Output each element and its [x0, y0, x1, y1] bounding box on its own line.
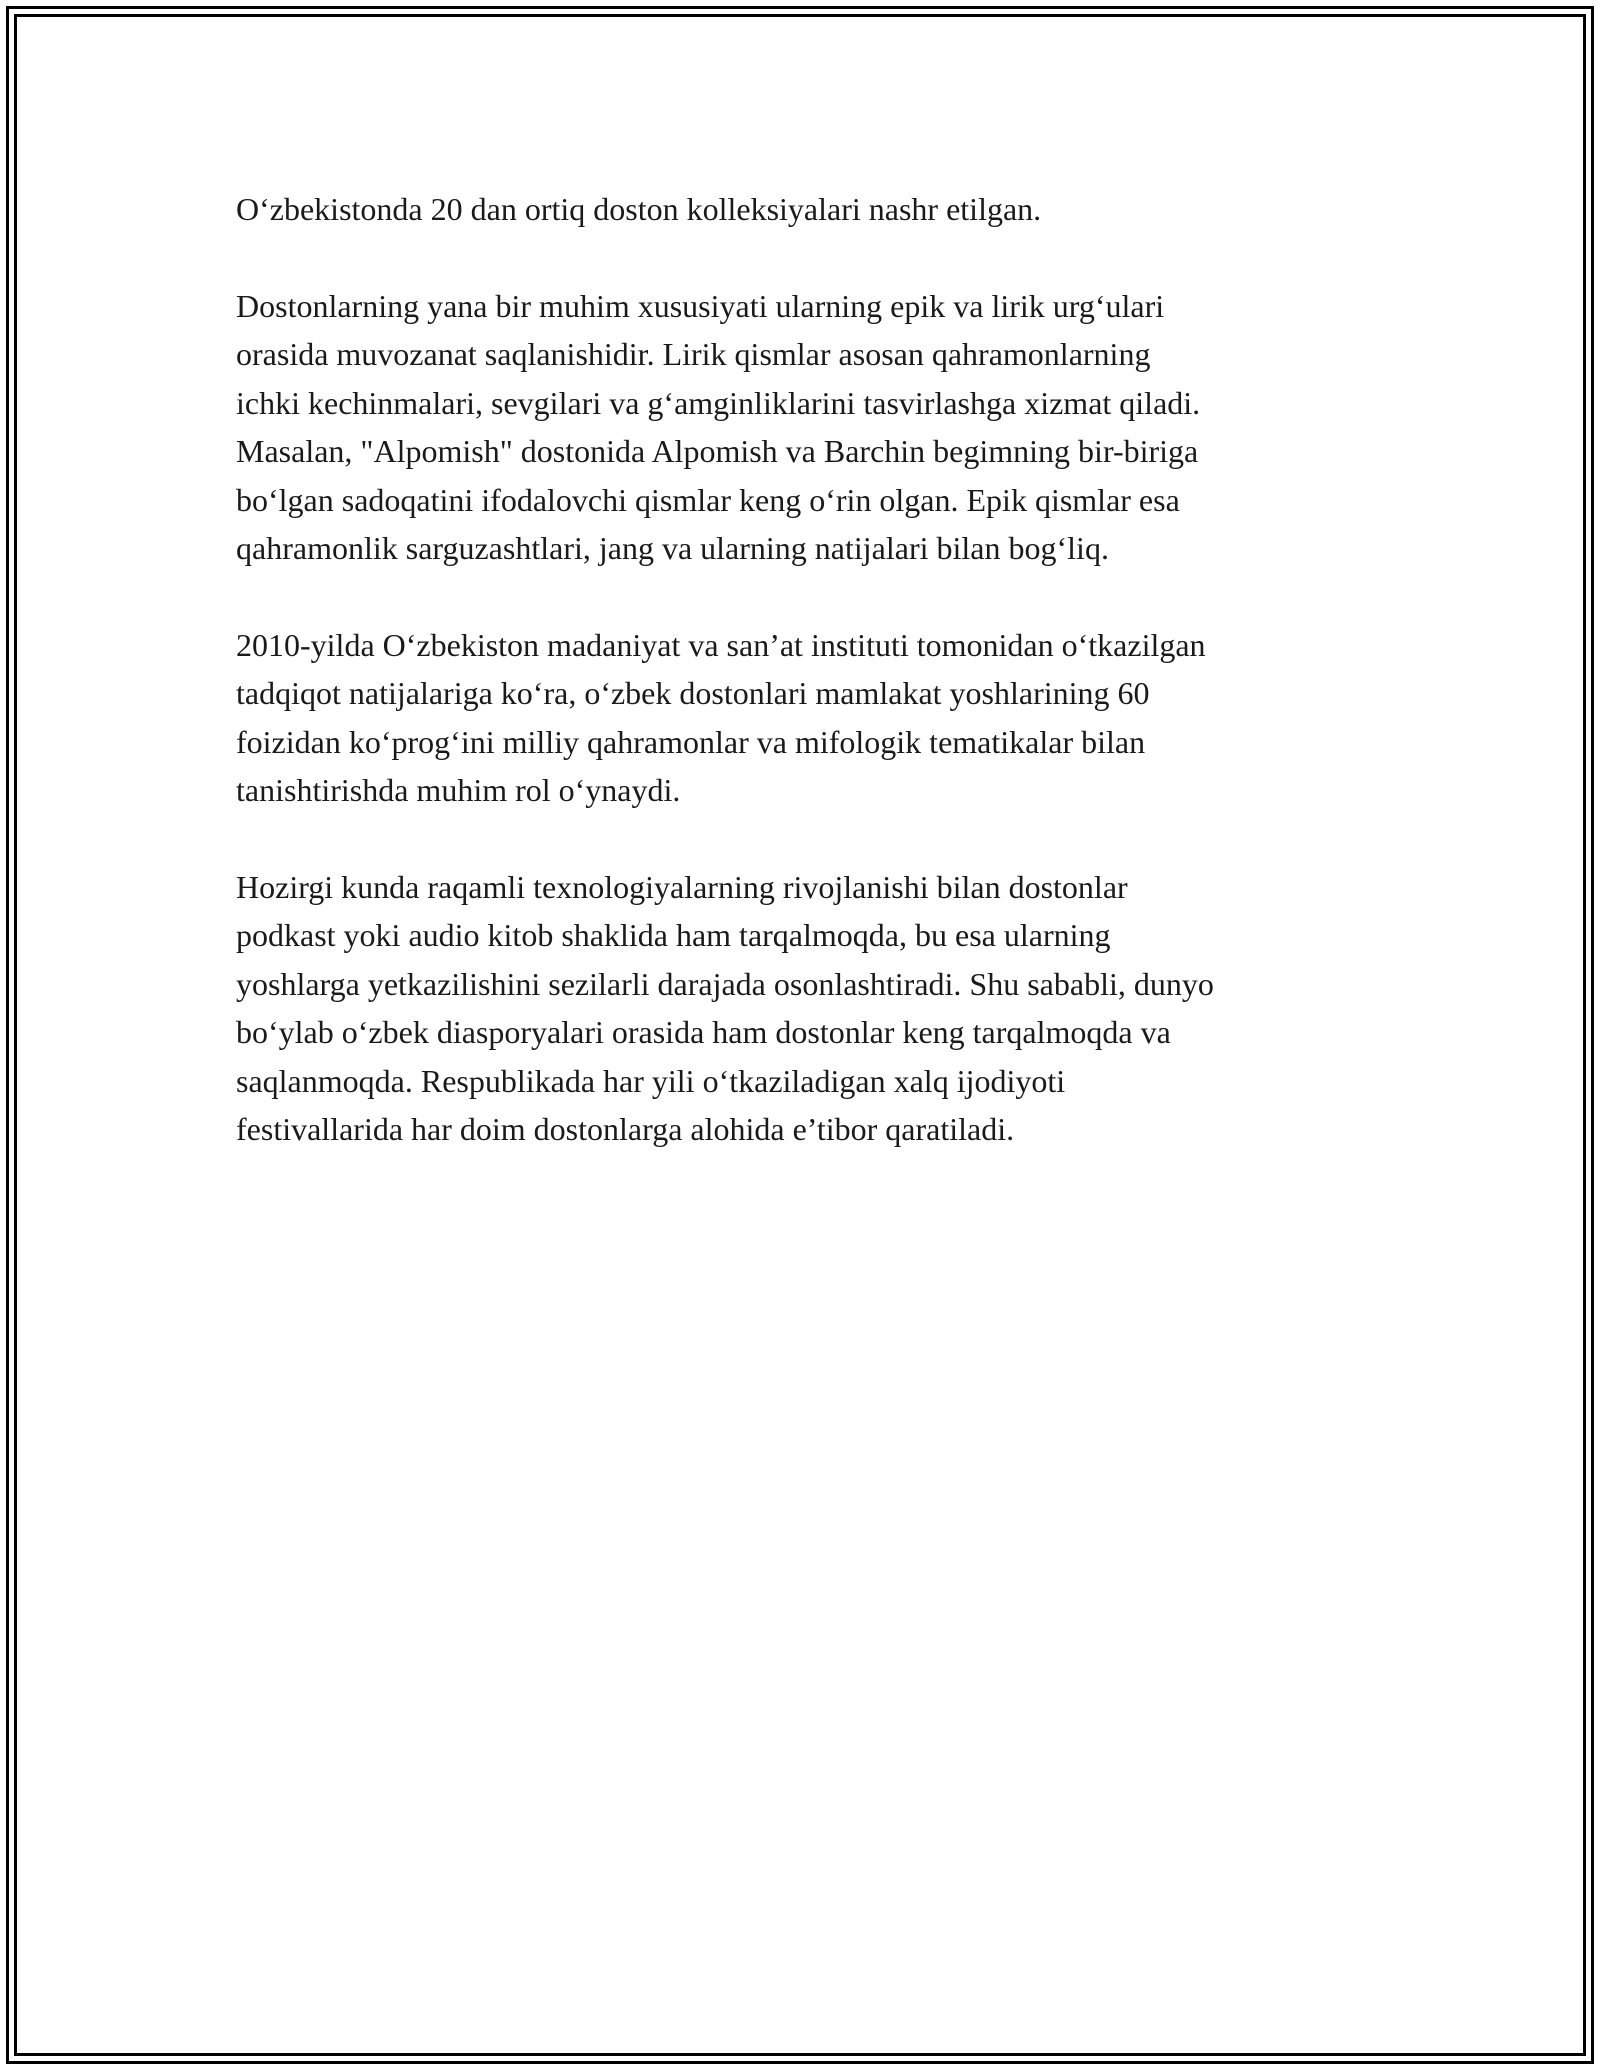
text-line: ichki kechinmalari, sevgilari va g‘amginliklarini tasvirlashga xizmat qiladi. — [236, 384, 1201, 421]
text-line: yoshlarga yetkazilishini sezilarli darajada osonlashtiradi. Shu sababli, dunyo — [236, 965, 1214, 1002]
text-line: tadqiqot natijalariga ko‘ra, o‘zbek dostonlari mamlakat yoshlarining 60 — [236, 675, 1150, 711]
text-line: 2010-yilda O‘zbekiston madaniyat va san’at instituti tomonidan o‘tkazilgan — [236, 626, 1206, 663]
text-line: Dostonlarning yana bir muhim xususiyati ularning epik va lirik urg‘ulari — [236, 287, 1165, 324]
paragraph-3 — [236, 621, 1386, 815]
text-line: Masalan, "Alpomish" dostonida Alpomish va Barchin begimning bir-biriga — [236, 433, 1199, 469]
paragraph-1 — [236, 185, 1386, 234]
text-line: saqlanmoqda. Respublikada har yili o‘tkaziladigan xalq ijodiyoti — [236, 1062, 1066, 1099]
text-line: festivallarida har doim dostonlarga alohida e’tibor qaratiladi. — [236, 1111, 1015, 1147]
paragraph-2 — [236, 282, 1386, 573]
text-line: qahramonlik sarguzashtlari, jang va ularning natijalari bilan bog‘liq. — [236, 530, 1109, 566]
text-line: podkast yoki audio kitob shaklida ham tarqalmoqda, bu esa ularning — [236, 917, 1111, 953]
document-body — [236, 185, 1386, 1202]
text-line: foizidan ko‘prog‘ini milliy qahramonlar va mifologik tematikalar bilan — [236, 723, 1146, 760]
text-line: bo‘lgan sadoqatini ifodalovchi qismlar keng o‘rin olgan. Epik qismlar esa — [236, 481, 1180, 518]
text-line: tanishtirishda muhim rol o‘ynaydi. — [236, 772, 681, 808]
text-line: O‘zbekistonda 20 dan ortiq doston kolleksiyalari nashr etilgan. — [236, 191, 1042, 227]
text-line: orasida muvozanat saqlanishidir. Lirik qismlar asosan qahramonlarning — [236, 336, 1151, 372]
text-line: Hozirgi kunda raqamli texnologiyalarning rivojlanishi bilan dostonlar — [236, 868, 1128, 905]
paragraph-4 — [236, 863, 1386, 1154]
text-line: bo‘ylab o‘zbek diasporyalari orasida ham dostonlar keng tarqalmoqda va — [236, 1014, 1171, 1050]
